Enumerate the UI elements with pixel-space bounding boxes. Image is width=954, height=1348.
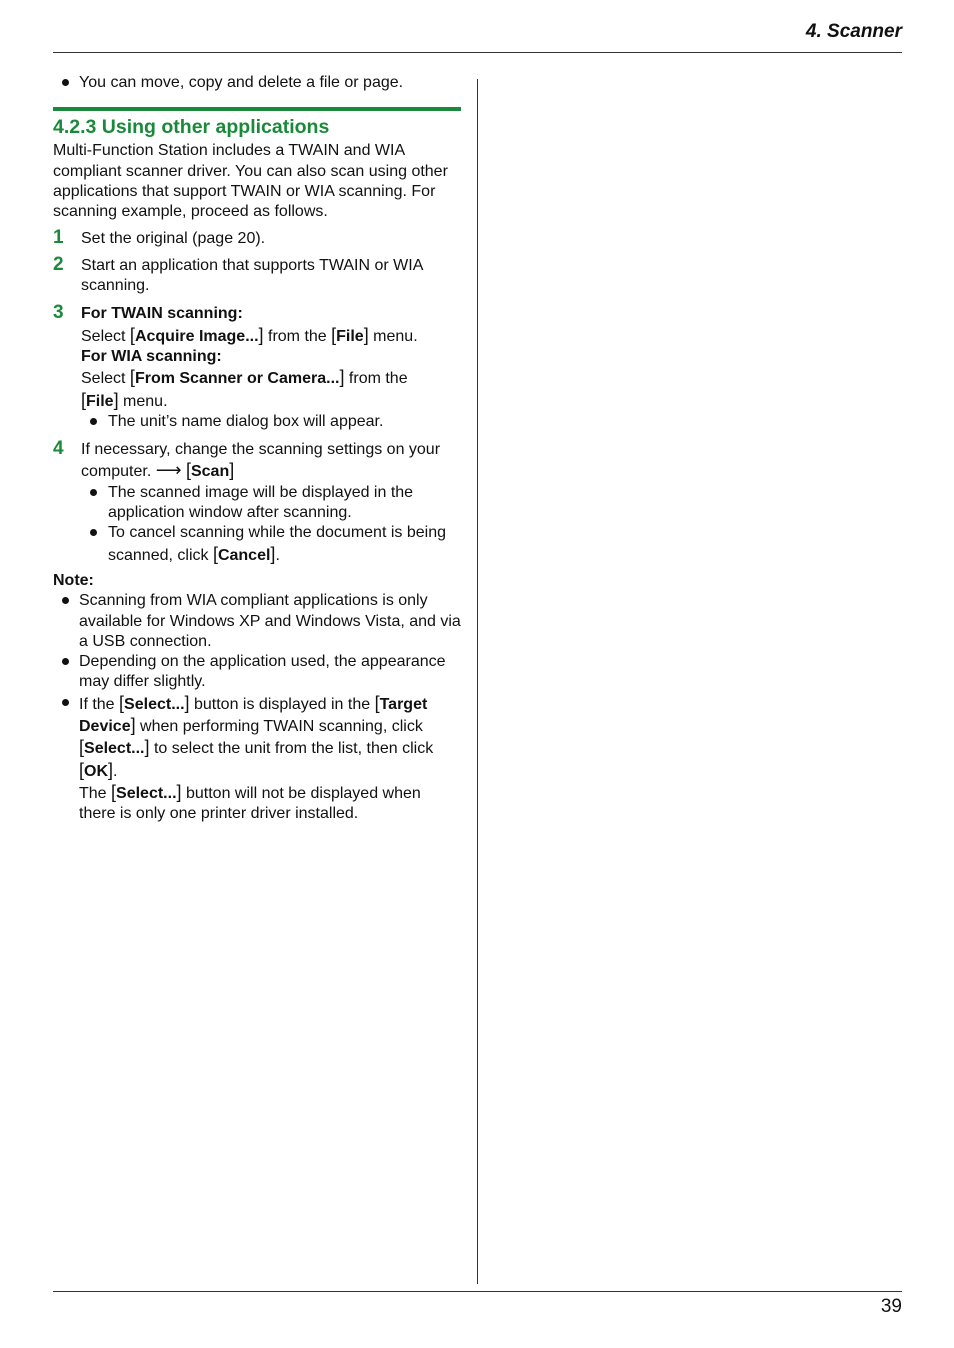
step-3 [53, 304, 461, 432]
scan-button-ref: Scan [190, 463, 230, 481]
step-number: 1 [53, 227, 64, 249]
step-number: 4 [53, 438, 64, 460]
left-column [53, 73, 461, 825]
file-menu: File [336, 327, 364, 345]
note-heading: Note: [53, 571, 94, 589]
note-bullet-2: Depending on the application used, the appearance may differ slightly. [53, 652, 461, 693]
step-3-bullet: The unit’s name dialog box will appear. [81, 412, 461, 432]
cancel-button-ref: Cancel [217, 546, 271, 564]
footer-rule [53, 1291, 902, 1292]
twain-instruction: Select [Acquire Image...] from the [File] menu. [81, 324, 418, 345]
step-2 [53, 253, 461, 297]
chapter-title: 4. Scanner [805, 21, 902, 42]
step-4-bullet-1: The scanned image will be displayed in the application window after scanning. [81, 483, 461, 524]
from-scanner-menu-item: From Scanner or Camera... [134, 370, 340, 388]
note-bullet-3: If the [Select...] button is displayed in the [Target Device] when performing TWAIN scanning, click [Select...] to select the unit from the list, then click [OK]. The [Select...] button will not be displayed when there is only one printer driver installed. [53, 693, 461, 825]
column-divider [477, 79, 478, 1284]
step-number: 2 [53, 253, 64, 275]
page-number: 39 [880, 1296, 902, 1317]
file-menu: File [86, 392, 114, 410]
wia-instruction: Select [From Scanner or Camera...] from the [File] menu. [81, 367, 408, 410]
wia-label: For WIA scanning: [81, 347, 222, 365]
twain-label: For TWAIN scanning: [81, 305, 243, 323]
step-4-text: If necessary, change the scanning settings on your computer. ⟶ [Scan] [81, 441, 441, 481]
step-text: Start an application that supports TWAIN or WIA scanning. [81, 256, 423, 295]
step-4 [53, 440, 461, 566]
step-number: 3 [53, 302, 64, 324]
step-text: Set the original (page 20). [81, 230, 266, 248]
section-intro: Multi-Function Station includes a TWAIN and WIA compliant scanner driver. You can also scan using other applications that support TWAIN or WIA scanning. For scanning example, proceed as follows. [53, 142, 448, 221]
arrow-right-icon: ⟶ [155, 460, 182, 481]
intro-bullet: You can move, copy and delete a file or page. [53, 73, 461, 93]
step-1 [53, 229, 461, 249]
step-4-bullet-2: To cancel scanning while the document is being scanned, click [Cancel]. [81, 523, 461, 566]
header-rule [53, 52, 902, 53]
note-bullet-1: Scanning from WIA compliant applications is only available for Windows XP and Windows Vista, and via a USB connection. [53, 591, 461, 652]
acquire-image-menu-item: Acquire Image... [134, 327, 259, 345]
section-heading: 4.2.3 Using other applications [53, 107, 461, 140]
